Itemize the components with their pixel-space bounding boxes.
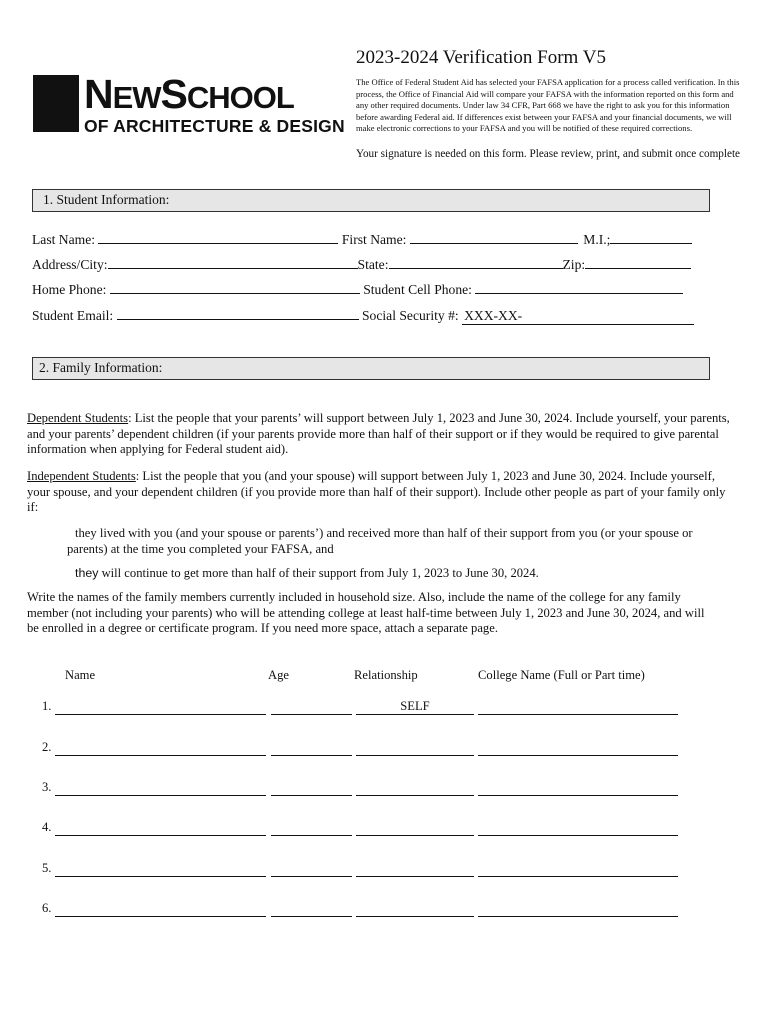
name-cell[interactable] <box>55 901 266 917</box>
independent-students-paragraph <box>27 469 732 516</box>
phone-row <box>32 279 683 298</box>
age-cell[interactable] <box>271 780 352 796</box>
name-cell[interactable] <box>55 820 266 836</box>
column-header-age: Age <box>268 668 289 682</box>
age-cell[interactable] <box>271 699 352 715</box>
email-field[interactable] <box>117 305 359 320</box>
first-name-field[interactable] <box>410 229 578 244</box>
form-title: 2023-2024 Verification Form V5 <box>356 47 606 68</box>
ssn-value: XXX-XX- <box>464 308 523 323</box>
column-header-name: Name <box>65 668 96 682</box>
row-number: 1. <box>42 699 52 713</box>
row-number: 6. <box>42 901 52 915</box>
name-row <box>32 229 692 248</box>
logo-block <box>33 75 79 132</box>
relationship-cell[interactable] <box>356 901 474 917</box>
first-name-label: First Name: <box>341 232 407 247</box>
age-cell[interactable] <box>271 740 352 756</box>
dependent-students-heading: Dependent Students <box>27 411 129 425</box>
condition-2: they will continue to get more than half of their support from July 1, 2023 to June 30, 2024. <box>75 566 539 580</box>
college-cell[interactable] <box>478 901 678 917</box>
cell-phone-field[interactable] <box>475 279 683 294</box>
zip-field[interactable] <box>585 254 691 269</box>
row-number: 3. <box>42 780 52 794</box>
home-phone-field[interactable] <box>110 279 360 294</box>
state-label: State: <box>357 257 389 272</box>
intro-text: The Office of Federal Student Aid has selected your FAFSA application for a process called verification. In this process, the Office of Financial Aid will compare your FAFSA with the information reported on this form and any other required documents. Under law 34 CFR, Part 668 we have the right to ask you for this information before awarding Federal aid. If differences exist between your FAFSA and your financial documents, we will make electronic corrections to your FAFSA and you will be notified of these required corrections. <box>356 77 740 134</box>
mi-field[interactable] <box>610 229 692 244</box>
ssn-field[interactable] <box>462 308 694 325</box>
dependent-students-text: : List the people that your parents’ will support between July 1, 2023 and June 30, 2024. Include yourself, your parents, and your parents’ dependent children (if your parents provide more than half of their support or if they would be required to give parental information when applying for Federal student aid). <box>27 411 730 457</box>
age-cell[interactable] <box>271 820 352 836</box>
row-number: 4. <box>42 820 52 834</box>
relationship-cell[interactable] <box>356 820 474 836</box>
college-cell[interactable] <box>478 861 678 877</box>
college-cell[interactable] <box>478 740 678 756</box>
name-cell[interactable] <box>55 780 266 796</box>
logo-subtitle: OF ARCHITECTURE & DESIGN <box>84 116 345 136</box>
condition-1: they lived with you (and your spouse or parents’) and received more than half of their support from you (or your spouse or parents) at the time you completed your FAFSA, and <box>67 526 693 556</box>
dependent-students-paragraph <box>27 411 732 458</box>
age-cell[interactable] <box>271 901 352 917</box>
logo-wordmark: NEWSCHOOL <box>84 71 294 117</box>
college-cell[interactable] <box>478 780 678 796</box>
home-phone-label: Home Phone: <box>32 282 107 297</box>
name-cell[interactable] <box>55 699 266 715</box>
email-label: Student Email: <box>32 308 114 323</box>
section-family-information: 2. Family Information: <box>32 357 710 380</box>
relationship-cell[interactable] <box>356 861 474 877</box>
signature-note: Your signature is needed on this form. Please review, print, and submit once complete <box>356 148 741 160</box>
independent-students-text: : List the people that you (and your spouse) will support between July 1, 2023 and June 30, 2024. Include yourself, your spouse, and your dependent children (if you provide more than half of their support). Include other people as part of your family only if: <box>27 469 726 515</box>
address-label: Address/City: <box>32 257 108 272</box>
column-header-relationship: Relationship <box>354 668 418 682</box>
mi-label: M.I.; <box>583 232 611 247</box>
state-field[interactable] <box>389 254 563 269</box>
column-header-college: College Name (Full or Part time) <box>478 668 645 682</box>
last-name-field[interactable] <box>98 229 338 244</box>
address-row <box>32 254 691 273</box>
cell-phone-label: Student Cell Phone: <box>363 282 472 297</box>
name-cell[interactable] <box>55 740 266 756</box>
last-name-label: Last Name: <box>32 232 96 247</box>
relationship-cell[interactable] <box>356 740 474 756</box>
section-student-information: 1. Student Information: <box>32 189 710 212</box>
ssn-label: Social Security #: <box>362 308 459 323</box>
college-cell[interactable] <box>478 699 678 715</box>
relationship-cell[interactable] <box>356 780 474 796</box>
name-cell[interactable] <box>55 861 266 877</box>
age-cell[interactable] <box>271 861 352 877</box>
college-cell[interactable] <box>478 820 678 836</box>
relationship-cell[interactable]: SELF <box>356 699 474 715</box>
row-number: 5. <box>42 861 52 875</box>
independent-students-heading: Independent Students <box>27 469 136 483</box>
email-row <box>32 305 694 325</box>
row-number: 2. <box>42 740 52 754</box>
zip-label: Zip: <box>562 257 586 272</box>
address-field[interactable] <box>108 254 358 269</box>
instructions-paragraph: Write the names of the family members currently included in household size. Also, include the name of the college for any family member (not including your parents) who will be attending college at least half-time between July 1, 2023 and June 30, 2024, and will be enrolled in a degree or certificate program. If you need more space, attach a separate page. <box>27 590 705 636</box>
